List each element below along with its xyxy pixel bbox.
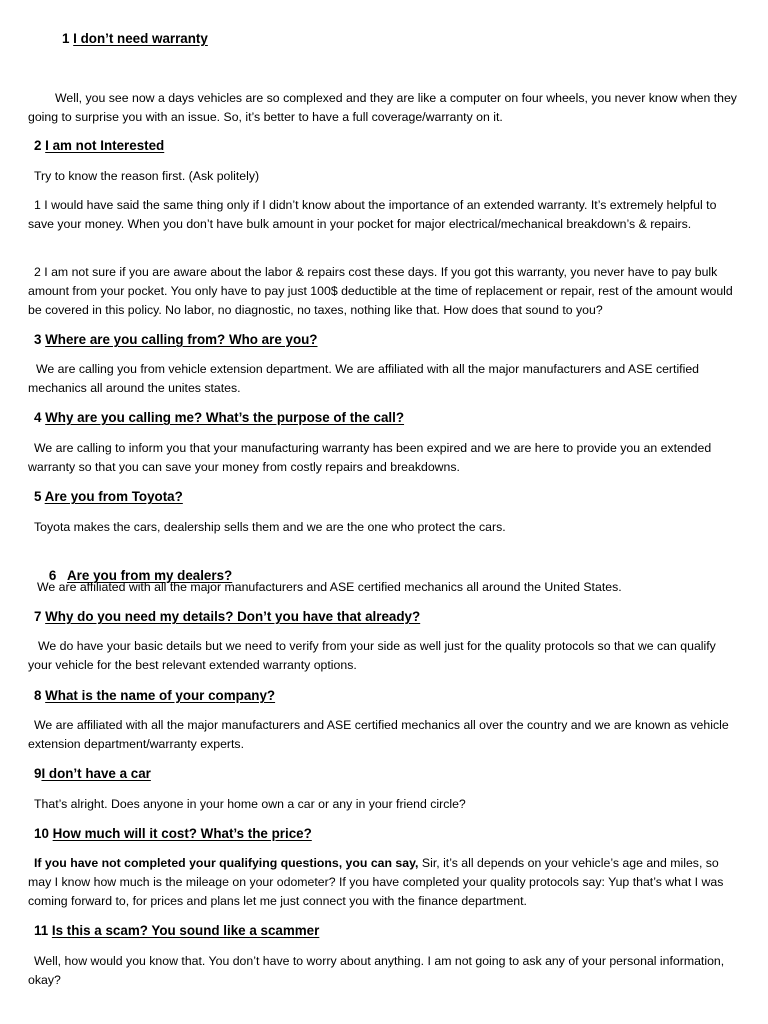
question-10-heading bbox=[34, 824, 744, 843]
question-7-heading bbox=[34, 607, 744, 626]
question-number: 4 bbox=[34, 410, 46, 425]
answer-2-intro: Try to know the reason first. (Ask politely) bbox=[34, 169, 260, 183]
question-title: Where are you calling from? Who are you? bbox=[45, 332, 318, 347]
question-5-heading bbox=[34, 487, 744, 506]
answer-8: We are affiliated with all the major manufacturers and ASE certified mechanics all over the country and we are known as vehicle extension department/warranty experts. bbox=[28, 718, 729, 751]
answer-2-point-2: 2 I am not sure if you are aware about the labor & repairs cost these days. If you got this warranty, you never have to pay bulk amount from your pocket. You only have to pay just 100$ deductible at the time of replacement or repair, rest of the amount would be covered in this policy. No labor, no diagnostic, no taxes, nothing like that. How does that sound to you? bbox=[28, 265, 733, 317]
answer-10-instruction: If you have not completed your qualifying questions, you can say, bbox=[34, 856, 419, 870]
question-number: 8 bbox=[34, 688, 46, 703]
answer-7: We do have your basic details but we need to verify from your side as well just for the quality protocols so that we can qualify your vehicle for the best relevant extended warranty options. bbox=[28, 639, 716, 672]
answer-4: We are calling to inform you that your manufacturing warranty has been expired and we are here to provide you an extended warranty so that you can save your money from costly repairs and breakdowns. bbox=[28, 441, 712, 474]
question-title: How much will it cost? What’s the price? bbox=[52, 826, 312, 841]
question-number: 7 bbox=[34, 609, 46, 624]
answer-3: We are calling you from vehicle extension department. We are affiliated with all the major manufacturers and ASE certified mechanics all around the unites states. bbox=[28, 362, 699, 395]
question-title: Is this a scam? You sound like a scammer bbox=[51, 923, 320, 938]
question-11-heading bbox=[34, 921, 744, 940]
answer-10 bbox=[28, 854, 738, 911]
question-number: 6 bbox=[48, 568, 68, 583]
question-number: 9 bbox=[34, 766, 42, 781]
question-number: 11 bbox=[34, 923, 52, 938]
answer-10-script: Sir, it’s all depends on your vehicle’s age and miles, so may I know how much is the mileage on your odometer? If you have completed your quality protocols say: Yup that’s what I was coming forward to, for prices and plans let me just connect you with the finance department. bbox=[28, 856, 724, 908]
question-title: Why do you need my details? Don’t you have that already? bbox=[45, 609, 421, 624]
question-title: I don’t have a car bbox=[41, 766, 151, 781]
question-1-heading bbox=[62, 29, 768, 48]
question-3-heading bbox=[34, 330, 744, 349]
question-title: I don’t need warranty bbox=[73, 31, 208, 46]
answer-6: We are affiliated with all the major manufacturers and ASE certified mechanics all around the United States. bbox=[37, 580, 622, 594]
question-number: 10 bbox=[34, 826, 53, 841]
answer-9: That’s alright. Does anyone in your home own a car or any in your friend circle? bbox=[34, 797, 466, 811]
question-2-heading bbox=[34, 136, 744, 155]
question-number: 3 bbox=[34, 332, 46, 347]
question-4-heading bbox=[34, 408, 744, 427]
answer-5: Toyota makes the cars, dealership sells them and we are the one who protect the cars. bbox=[34, 520, 506, 534]
question-8-heading bbox=[34, 686, 744, 705]
question-title: I am not Interested bbox=[45, 138, 165, 153]
question-number: 1 bbox=[62, 31, 74, 46]
question-9-heading bbox=[34, 764, 744, 783]
question-number: 5 bbox=[34, 489, 45, 504]
answer-1: Well, you see now a days vehicles are so complexed and they are like a computer on four wheels, you never know when they going to surprise you with an issue. So, it’s better to have a full coverage/warranty on it. bbox=[28, 91, 737, 124]
answer-11: Well, how would you know that. You don’t have to worry about anything. I am not going to ask any of your personal information, okay? bbox=[28, 954, 725, 987]
question-title: Are you from Toyota? bbox=[44, 489, 183, 504]
question-title: What is the name of your company? bbox=[45, 688, 276, 703]
question-title: Are you from my dealers? bbox=[67, 568, 233, 583]
question-number: 2 bbox=[34, 138, 46, 153]
question-title: Why are you calling me? What’s the purpose of the call? bbox=[45, 410, 405, 425]
answer-2-point-1: 1 I would have said the same thing only if I didn’t know about the importance of an extended warranty. It’s extremely helpful to save your money. When you don’t have bulk amount in your pocket for major electrical/mechanical breakdown’s & repairs. bbox=[28, 198, 717, 231]
